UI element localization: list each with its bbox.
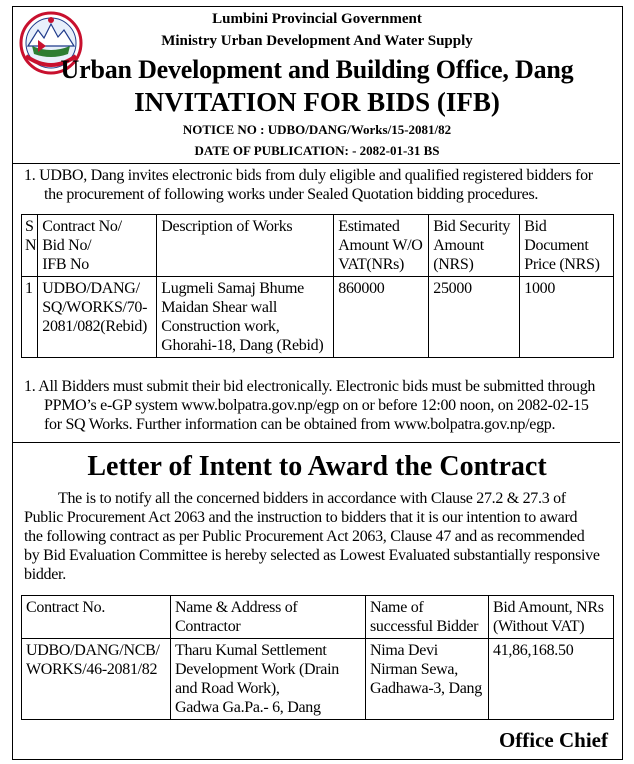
header-description: Description of Works: [157, 215, 334, 277]
header-contractor: Name & Address of Contractor: [171, 596, 366, 639]
header-contract-no: Contract No.: [22, 596, 171, 639]
cell-bid-security: 25000: [429, 277, 520, 358]
table-header-row: [22, 215, 614, 277]
government-name: Lumbini Provincial Government: [212, 11, 422, 27]
header-estimated-amount: Estimated Amount W/O VAT(NRs): [334, 215, 429, 277]
note-line: for SQ Works. Further information can be obtained from www.bolpatra.gov.np/egp.: [44, 416, 556, 433]
cell-bid-amount: 41,86,168.50: [489, 639, 614, 720]
loi-line: by Bid Evaluation Committee is hereby selected as Lowest Evaluated substantially responsive: [24, 547, 600, 564]
cell-description: Lugmeli Samaj Bhume Maidan Shear wall Construction work, Ghorahi-18, Dang (Rebid): [157, 277, 334, 358]
publication-date: DATE OF PUBLICATION: - 2082-01-31 BS: [194, 143, 440, 158]
ministry-name: Ministry Urban Development And Water Supply: [161, 33, 473, 49]
office-name: Urban Development and Building Office, Dang: [60, 55, 574, 84]
header-bid-amount: Bid Amount, NRs (Without VAT): [489, 596, 614, 639]
loi-line: Public Procurement Act 2063 and the instruction to bidders that it is our intention to award: [24, 509, 578, 526]
intro-line: 1. UDBO, Dang invites electronic bids from duly eligible and qualified registered bidders for: [24, 167, 593, 184]
header-bid-security: Bid Security Amount (NRS): [429, 215, 520, 277]
cell-contract-no: UDBO/DANG/ SQ/WORKS/70- 2081/082(Rebid): [38, 277, 157, 358]
bid-table: [21, 214, 614, 358]
note-line: 1. All Bidders must submit their bid electronically. Electronic bids must be submitted through: [24, 378, 596, 395]
loi-line: the following contract as per Public Procurement Act 2063, Clause 47 and as recommended: [24, 528, 585, 545]
cell-document-price: 1000: [520, 277, 614, 358]
cell-contractor: Tharu Kumal Settlement Development Work (Drain and Road Work), Gadwa Ga.Pa.- 6, Dang: [171, 639, 366, 720]
submission-note: [24, 377, 595, 434]
cell-successful-bidder: Nima Devi Nirman Sewa, Gadhawa-3, Dang: [366, 639, 489, 720]
header-document-price: Bid Document Price (NRS): [520, 215, 614, 277]
header-sn: S N: [22, 215, 38, 277]
loi-line: The is to notify all the concerned bidders in accordance with Clause 27.2 & 27.3 of: [58, 490, 566, 507]
note-line: PPMO’s e-GP system www.bolpatra.gov.np/egp on or before 12:00 noon, on 2082-02-15: [44, 397, 589, 414]
cell-sn: 1: [22, 277, 38, 358]
loi-paragraph: [24, 489, 600, 584]
intro-line: the procurement of following works under Sealed Quotation bidding procedures.: [44, 186, 539, 203]
signature-office-chief: Office Chief: [498, 728, 608, 752]
notice-number: NOTICE NO : UDBO/DANG/Works/15-2081/82: [182, 122, 452, 137]
table-row: [22, 639, 614, 720]
intro-paragraph: [24, 166, 593, 204]
cell-estimated-amount: 860000: [334, 277, 429, 358]
section-divider: [13, 442, 620, 443]
table-row: [22, 277, 614, 358]
award-table: [21, 595, 614, 720]
header-divider: [13, 163, 620, 164]
header-successful-bidder: Name of successful Bidder: [366, 596, 489, 639]
page-title: INVITATION FOR BIDS (IFB): [134, 87, 500, 117]
header-contract-no: Contract No/ Bid No/ IFB No: [38, 215, 157, 277]
table-header-row: [22, 596, 614, 639]
cell-contract-no: UDBO/DANG/NCB/ WORKS/46-2081/82: [22, 639, 171, 720]
loi-line: bidder.: [24, 566, 66, 583]
loi-title: Letter of Intent to Award the Contract: [87, 451, 547, 482]
